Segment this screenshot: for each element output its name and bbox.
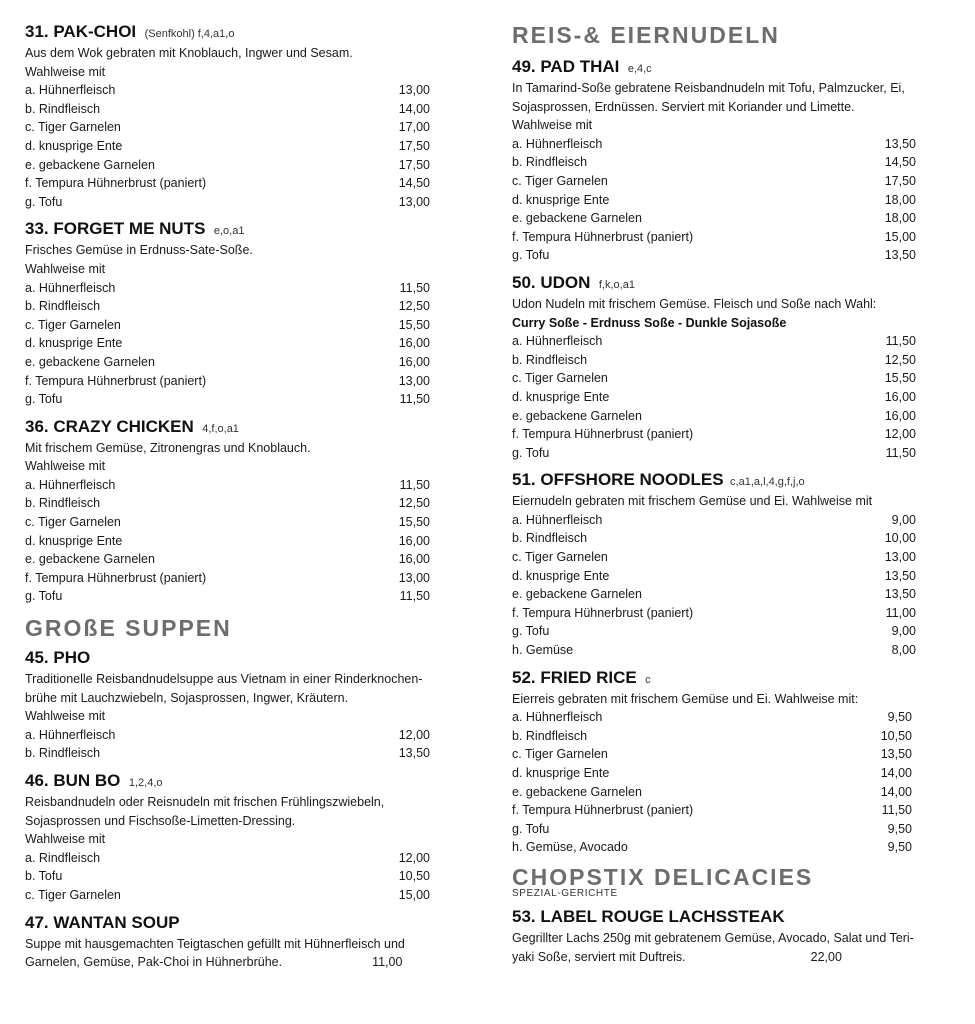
option-name: c. Tiger Garnelen [512, 371, 608, 386]
dish-description: In Tamarind-Soße gebratene Reisbandnudeln mit Tofu, Palmzucker, Ei, [512, 81, 905, 95]
option-name: c. Tiger Garnelen [512, 550, 608, 565]
dish-fried-rice [512, 666, 952, 857]
option-row [512, 585, 952, 604]
option-price: 15,50 [398, 515, 430, 530]
option-row [25, 174, 440, 193]
option-row [25, 867, 440, 886]
option-name: c. Tiger Garnelen [25, 887, 121, 902]
dish-description-text: yaki Soße, serviert mit Duftreis. [512, 949, 686, 964]
option-price: 10,50 [398, 869, 430, 884]
option-name: d. knusprige Ente [512, 766, 610, 780]
option-price: 18,00 [884, 211, 916, 226]
option-name: g. Tofu [25, 194, 63, 209]
option-price: 13,00 [884, 550, 916, 565]
option-row [25, 297, 440, 316]
option-name: c. Tiger Garnelen [512, 747, 608, 762]
option-row [25, 156, 440, 175]
dish-note: (Senfkohl) [144, 28, 195, 40]
option-price: 13,00 [398, 570, 430, 585]
dish-offshore-noodles [512, 468, 952, 659]
option-name: f. Tempura Hühnerbrust (paniert) [512, 803, 694, 818]
dish-pho [25, 646, 440, 763]
option-price: 12,50 [398, 496, 430, 511]
dish-description: Udon Nudeln mit frischem Gemüse. Fleisch und Soße nach Wahl: [512, 296, 877, 311]
option-price: 12,50 [884, 352, 916, 367]
option-name: d. knusprige Ente [25, 138, 123, 153]
option-name: g. Tofu [512, 821, 550, 836]
dish-description: Traditionelle Reisbandnudelsuppe aus Vietnam in einer Rinderknochen- [25, 672, 423, 687]
option-name: f. Tempura Hühnerbrust (paniert) [512, 229, 694, 244]
option-price: 13,50 [884, 568, 916, 583]
option-row [512, 783, 952, 802]
option-row [512, 801, 952, 820]
dish-udon [512, 271, 952, 462]
option-price: 11,50 [885, 445, 916, 460]
option-row [25, 81, 440, 100]
option-price: 12,00 [884, 427, 916, 442]
dish-allergens: 1,2,4,o [128, 777, 163, 789]
choice-label: Wahlweise mit [25, 709, 106, 724]
option-row [25, 100, 440, 119]
option-row [512, 708, 952, 727]
section-title-rice: REIS-& EIERNUDELN [512, 22, 780, 48]
dish-title: 33. FORGET ME NUTS [25, 219, 206, 239]
option-row [25, 744, 440, 763]
option-price: 16,00 [398, 354, 430, 369]
option-price: 10,00 [884, 531, 916, 546]
option-price: 11,50 [399, 477, 430, 492]
sauce-options: Curry Soße - Erdnuss Soße - Dunkle Sojasoße [512, 315, 787, 330]
dish-price: 22,00 [810, 949, 842, 964]
option-row [25, 569, 440, 588]
dish-price: 11,00 [372, 955, 403, 970]
option-row [512, 153, 952, 172]
option-price: 9,50 [887, 840, 912, 855]
section-subtitle-special: SPEZIAL-GERICHTE [512, 887, 618, 899]
option-row [512, 529, 952, 548]
option-price: 14,00 [880, 784, 912, 799]
option-price: 18,00 [884, 192, 916, 207]
option-name: b. Rindfleisch [25, 496, 101, 511]
option-name: e. gebackene Garnelen [25, 157, 155, 172]
option-price: 12,00 [398, 727, 430, 742]
option-row [25, 550, 440, 569]
option-name: f. Tempura Hühnerbrust (paniert) [25, 373, 207, 388]
option-row [25, 390, 440, 409]
dish-pak-choi [25, 20, 440, 211]
dish-title: 46. BUN BO [25, 771, 121, 790]
option-price: 13,50 [880, 747, 912, 762]
option-row [25, 118, 440, 137]
option-name: b. Tofu [25, 869, 63, 884]
choice-label: Wahlweise mit [25, 261, 106, 276]
choice-label: Wahlweise mit [512, 118, 593, 133]
option-name: f. Tempura Hühnerbrust (paniert) [512, 605, 694, 620]
option-row [512, 209, 952, 228]
dish-wantan-soup [25, 911, 440, 972]
option-price: 16,00 [398, 533, 430, 548]
option-row [512, 622, 952, 641]
option-price: 9,00 [891, 512, 916, 527]
option-price: 13,50 [884, 587, 916, 602]
dish-title: 49. PAD THAI [512, 57, 620, 76]
option-row [512, 604, 952, 623]
option-row [25, 886, 440, 905]
dish-description: Suppe mit hausgemachten Teigtaschen gefüllt mit Hühnerfleisch und [25, 936, 405, 951]
option-price: 11,00 [885, 605, 916, 620]
section-title-special: CHOPSTIX DELICACIES [512, 863, 814, 890]
option-name: d. knusprige Ente [512, 568, 610, 583]
option-price: 16,00 [398, 336, 430, 351]
option-row [512, 444, 952, 463]
left-column [25, 20, 440, 972]
option-name: h. Gemüse, Avocado [512, 840, 628, 855]
option-name: b. Rindfleisch [512, 531, 588, 546]
dish-allergens: c [645, 673, 651, 686]
option-price: 11,50 [399, 589, 430, 604]
option-name: b. Rindfleisch [25, 299, 101, 314]
option-name: c. Tiger Garnelen [25, 317, 121, 332]
dish-description-last [512, 948, 952, 967]
option-name: g. Tofu [512, 248, 550, 263]
option-name: e. gebackene Garnelen [512, 211, 642, 226]
dish-description: Sojasprossen und Fischsoße-Limetten-Dressing. [25, 813, 296, 828]
dish-allergens: e,4,c [627, 63, 652, 75]
option-name: b. Rindfleisch [512, 728, 588, 743]
dish-description-text: Garnelen, Gemüse, Pak-Choi in Hühnerbrühe. [25, 955, 283, 970]
option-name: g. Tofu [25, 589, 63, 604]
option-name: b. Rindfleisch [25, 746, 101, 761]
option-row [512, 369, 952, 388]
option-row [512, 388, 952, 407]
choice-label: Wahlweise mit [25, 64, 106, 79]
dish-description: Eierreis gebraten mit frischem Gemüse und Ei. Wahlweise mit: [512, 691, 859, 706]
option-row [512, 191, 952, 210]
dish-forget-me-nuts [25, 217, 440, 408]
option-name: c. Tiger Garnelen [25, 120, 121, 135]
option-name: f. Tempura Hühnerbrust (paniert) [25, 570, 207, 585]
option-row [25, 587, 440, 606]
option-price: 14,00 [398, 101, 430, 116]
dish-description: Mit frischem Gemüse, Zitronengras und Knoblauch. [25, 440, 311, 455]
dish-description: Reisbandnudeln oder Reisnudeln mit frischen Frühlingszwiebeln, [25, 795, 385, 809]
option-price: 11,50 [399, 280, 430, 295]
option-row [25, 137, 440, 156]
option-price: 14,00 [880, 766, 912, 780]
dish-allergens: f,4,a1,o [197, 28, 235, 40]
option-name: c. Tiger Garnelen [25, 515, 121, 530]
option-price: 13,00 [398, 194, 430, 209]
option-row [25, 513, 440, 532]
option-name: a. Hühnerfleisch [25, 477, 116, 492]
option-row [25, 279, 440, 298]
dish-description: Sojasprossen, Erdnüssen. Serviert mit Koriander und Limette. [512, 99, 855, 114]
option-name: e. gebackene Garnelen [25, 552, 155, 567]
option-row [512, 228, 952, 247]
dish-crazy-chicken [25, 415, 440, 606]
dish-allergens: e,o,a1 [213, 225, 245, 238]
dish-bun-bo [25, 769, 440, 905]
option-row [512, 407, 952, 426]
option-row [512, 838, 952, 857]
dish-title: 45. PHO [25, 648, 91, 668]
dish-description: Aus dem Wok gebraten mit Knoblauch, Ingwer und Sesam. [25, 46, 353, 60]
option-name: a. Hühnerfleisch [512, 512, 603, 527]
option-row [512, 172, 952, 191]
option-row [512, 764, 952, 783]
option-price: 12,00 [398, 850, 430, 865]
option-price: 15,50 [884, 371, 916, 386]
option-name: b. Rindfleisch [512, 155, 588, 170]
dish-allergens: f,k,o,a1 [598, 278, 635, 291]
option-row [512, 727, 952, 746]
option-name: e. gebackene Garnelen [512, 784, 642, 799]
dish-description: Frisches Gemüse in Erdnuss-Sate-Soße. [25, 243, 253, 258]
option-price: 14,50 [398, 176, 430, 191]
option-name: f. Tempura Hühnerbrust (paniert) [512, 427, 694, 442]
option-price: 11,50 [399, 392, 430, 407]
option-row [25, 726, 440, 745]
option-price: 11,50 [881, 803, 912, 818]
option-price: 9,50 [887, 710, 912, 725]
option-name: b. Rindfleisch [25, 101, 101, 116]
option-price: 15,00 [398, 887, 430, 902]
option-name: h. Gemüse [512, 643, 574, 658]
option-row [512, 425, 952, 444]
option-row [25, 334, 440, 353]
option-price: 13,50 [884, 248, 916, 263]
option-name: e. gebackene Garnelen [25, 354, 155, 369]
option-price: 9,00 [891, 624, 916, 639]
option-name: a. Hühnerfleisch [512, 136, 603, 151]
option-name: d. knusprige Ente [512, 192, 610, 207]
dish-title: 47. WANTAN SOUP [25, 912, 180, 932]
dish-pad-thai [512, 55, 952, 265]
option-name: a. Hühnerfleisch [25, 280, 116, 295]
dish-title: 51. OFFSHORE NOODLES [512, 470, 724, 490]
dish-description-last [25, 953, 440, 972]
dish-title: 36. CRAZY CHICKEN [25, 416, 194, 436]
option-price: 12,50 [398, 299, 430, 314]
option-row [25, 494, 440, 513]
dish-description: Eiernudeln gebraten mit frischem Gemüse und Ei. Wahlweise mit [512, 494, 873, 509]
dish-title: 52. FRIED RICE [512, 667, 637, 687]
option-row [25, 476, 440, 495]
option-row [512, 641, 952, 660]
right-column [512, 20, 952, 966]
option-name: a. Hühnerfleisch [25, 83, 116, 98]
choice-label: Wahlweise mit [25, 832, 106, 847]
option-row [512, 511, 952, 530]
option-price: 13,00 [398, 83, 430, 98]
option-name: d. knusprige Ente [512, 389, 610, 404]
option-price: 17,00 [398, 120, 430, 135]
option-name: g. Tofu [512, 445, 550, 460]
option-row [512, 135, 952, 154]
option-name: b. Rindfleisch [512, 352, 588, 367]
option-price: 10,50 [880, 728, 912, 743]
option-price: 14,50 [884, 155, 916, 170]
dish-title: 50. UDON [512, 272, 591, 292]
option-name: a. Hühnerfleisch [25, 727, 116, 742]
option-price: 13,50 [884, 136, 916, 151]
option-price: 16,00 [398, 552, 430, 567]
option-row [25, 353, 440, 372]
option-price: 11,50 [885, 334, 916, 349]
option-row [512, 332, 952, 351]
option-row [25, 316, 440, 335]
option-name: g. Tofu [25, 392, 63, 407]
option-row [512, 745, 952, 764]
option-name: c. Tiger Garnelen [512, 173, 608, 188]
option-row [512, 548, 952, 567]
dish-allergens: c,a1,a,l,4,g,f,j,o [730, 476, 805, 489]
option-price: 9,50 [887, 821, 912, 836]
option-row [512, 820, 952, 839]
option-name: f. Tempura Hühnerbrust (paniert) [25, 176, 207, 191]
option-name: d. knusprige Ente [25, 533, 123, 548]
option-price: 16,00 [884, 408, 916, 423]
option-row [25, 193, 440, 212]
choice-label: Wahlweise mit [25, 459, 106, 474]
option-price: 13,50 [398, 746, 430, 761]
dish-description: Gegrillter Lachs 250g mit gebratenem Gemüse, Avocado, Salat und Teri- [512, 930, 914, 945]
option-name: g. Tofu [512, 624, 550, 639]
option-row [25, 532, 440, 551]
dish-description: brühe mit Lauchzwiebeln, Sojasprossen, Ingwer, Kräutern. [25, 690, 349, 705]
option-row [512, 567, 952, 586]
option-name: a. Rindfleisch [25, 850, 101, 865]
option-name: e. gebackene Garnelen [512, 587, 642, 602]
dish-lachssteak [512, 905, 952, 966]
option-row [512, 246, 952, 265]
option-price: 13,00 [398, 373, 430, 388]
option-name: a. Hühnerfleisch [512, 334, 603, 349]
dish-title: 53. LABEL ROUGE LACHSSTEAK [512, 906, 785, 926]
option-price: 8,00 [891, 643, 916, 658]
dish-allergens: 4,f,o,a1 [202, 422, 239, 435]
option-row [25, 372, 440, 391]
option-row [512, 351, 952, 370]
option-price: 17,50 [884, 173, 916, 188]
option-price: 16,00 [884, 389, 916, 404]
dish-title: 31. PAK-CHOI [25, 22, 137, 41]
option-price: 15,00 [884, 229, 916, 244]
option-price: 15,50 [398, 317, 430, 332]
option-price: 17,50 [398, 157, 430, 172]
option-name: a. Hühnerfleisch [512, 710, 603, 725]
option-row [25, 849, 440, 868]
option-price: 17,50 [398, 138, 430, 153]
option-name: d. knusprige Ente [25, 336, 123, 351]
option-name: e. gebackene Garnelen [512, 408, 642, 423]
section-title-soups: GROßE SUPPEN [25, 615, 232, 642]
